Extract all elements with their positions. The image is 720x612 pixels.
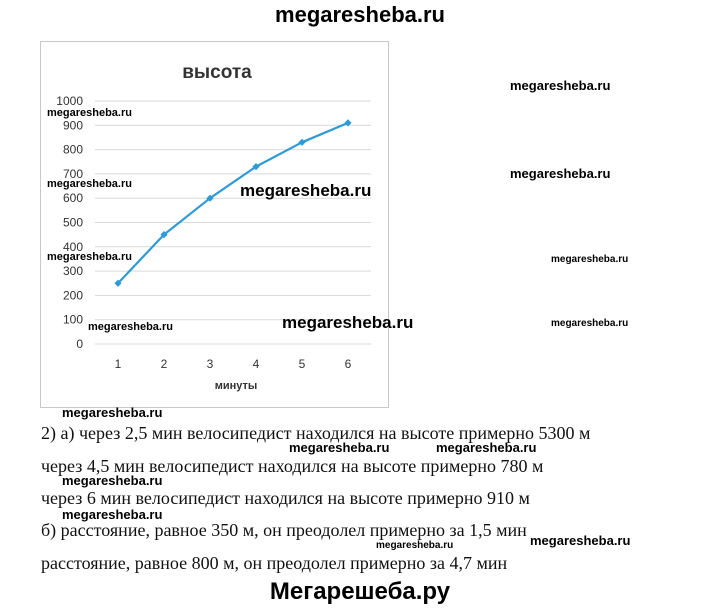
- watermark: megaresheba.ru: [510, 166, 611, 181]
- watermark: megaresheba.ru: [530, 533, 631, 548]
- y-tick-label: 1000: [56, 94, 83, 108]
- watermark: megaresheba.ru: [62, 473, 163, 488]
- x-tick-label: 4: [252, 357, 260, 371]
- y-tick-label: 200: [62, 288, 83, 303]
- y-tick-label: 500: [62, 215, 83, 230]
- watermark: megaresheba.ru: [47, 251, 132, 263]
- gridlines: [95, 101, 371, 344]
- x-tick-label: 2: [160, 357, 168, 371]
- watermark: megaresheba.ru: [47, 178, 132, 190]
- y-tick-label: 0: [76, 337, 83, 351]
- answer-line-2: через 4,5 мин велосипедист находился на высоте примерно 780 м: [41, 456, 544, 476]
- site-title: megaresheba.ru: [275, 2, 445, 27]
- y-tick-label: 900: [62, 118, 83, 133]
- watermark: megaresheba.ru: [510, 78, 611, 93]
- x-axis-label: минуты: [214, 380, 258, 392]
- chart-frame: [40, 41, 389, 408]
- x-tick-labels: [115, 357, 352, 371]
- watermark: megaresheba.ru: [551, 254, 629, 265]
- answer-line-3: через 6 мин велосипедист находился на высоте примерно 910 м: [41, 488, 530, 508]
- watermark: megaresheba.ru: [240, 181, 372, 200]
- y-tick-labels: [56, 94, 83, 351]
- y-tick-label: 400: [62, 239, 83, 254]
- series-markers: [114, 119, 351, 287]
- y-tick-label: 100: [62, 312, 83, 327]
- watermark: megaresheba.ru: [62, 405, 163, 420]
- series-line: [118, 123, 348, 283]
- watermark: megaresheba.ru: [282, 313, 414, 332]
- watermark: megaresheba.ru: [376, 540, 454, 551]
- answer-line-5: расстояние, равное 800 м, он преодолел примерно за 4,7 мин: [41, 553, 508, 573]
- x-tick-label: 1: [114, 357, 122, 371]
- x-tick-label: 3: [206, 357, 214, 371]
- answer-line-1: 2) а) через 2,5 мин велосипедист находился на высоте примерно 5300 м: [41, 423, 591, 443]
- y-tick-label: 600: [62, 191, 83, 206]
- watermark: megaresheba.ru: [436, 440, 537, 455]
- answer-line-4: б) расстояние, равное 350 м, он преодолел примерно за 1,5 мин: [41, 520, 527, 540]
- x-tick-label: 6: [344, 357, 352, 371]
- watermark: megaresheba.ru: [88, 321, 173, 333]
- watermark: megaresheba.ru: [289, 440, 390, 455]
- y-tick-label: 300: [62, 264, 83, 279]
- x-tick-label: 5: [298, 357, 306, 371]
- footer-title: Мегарешеба.ру: [269, 578, 451, 605]
- chart-title: высота: [182, 62, 252, 83]
- y-tick-label: 800: [62, 142, 83, 157]
- watermark: megaresheba.ru: [47, 107, 132, 119]
- watermark: megaresheba.ru: [62, 507, 163, 522]
- line-chart: [41, 42, 390, 409]
- watermark: megaresheba.ru: [551, 318, 629, 329]
- y-tick-label: 700: [62, 166, 83, 181]
